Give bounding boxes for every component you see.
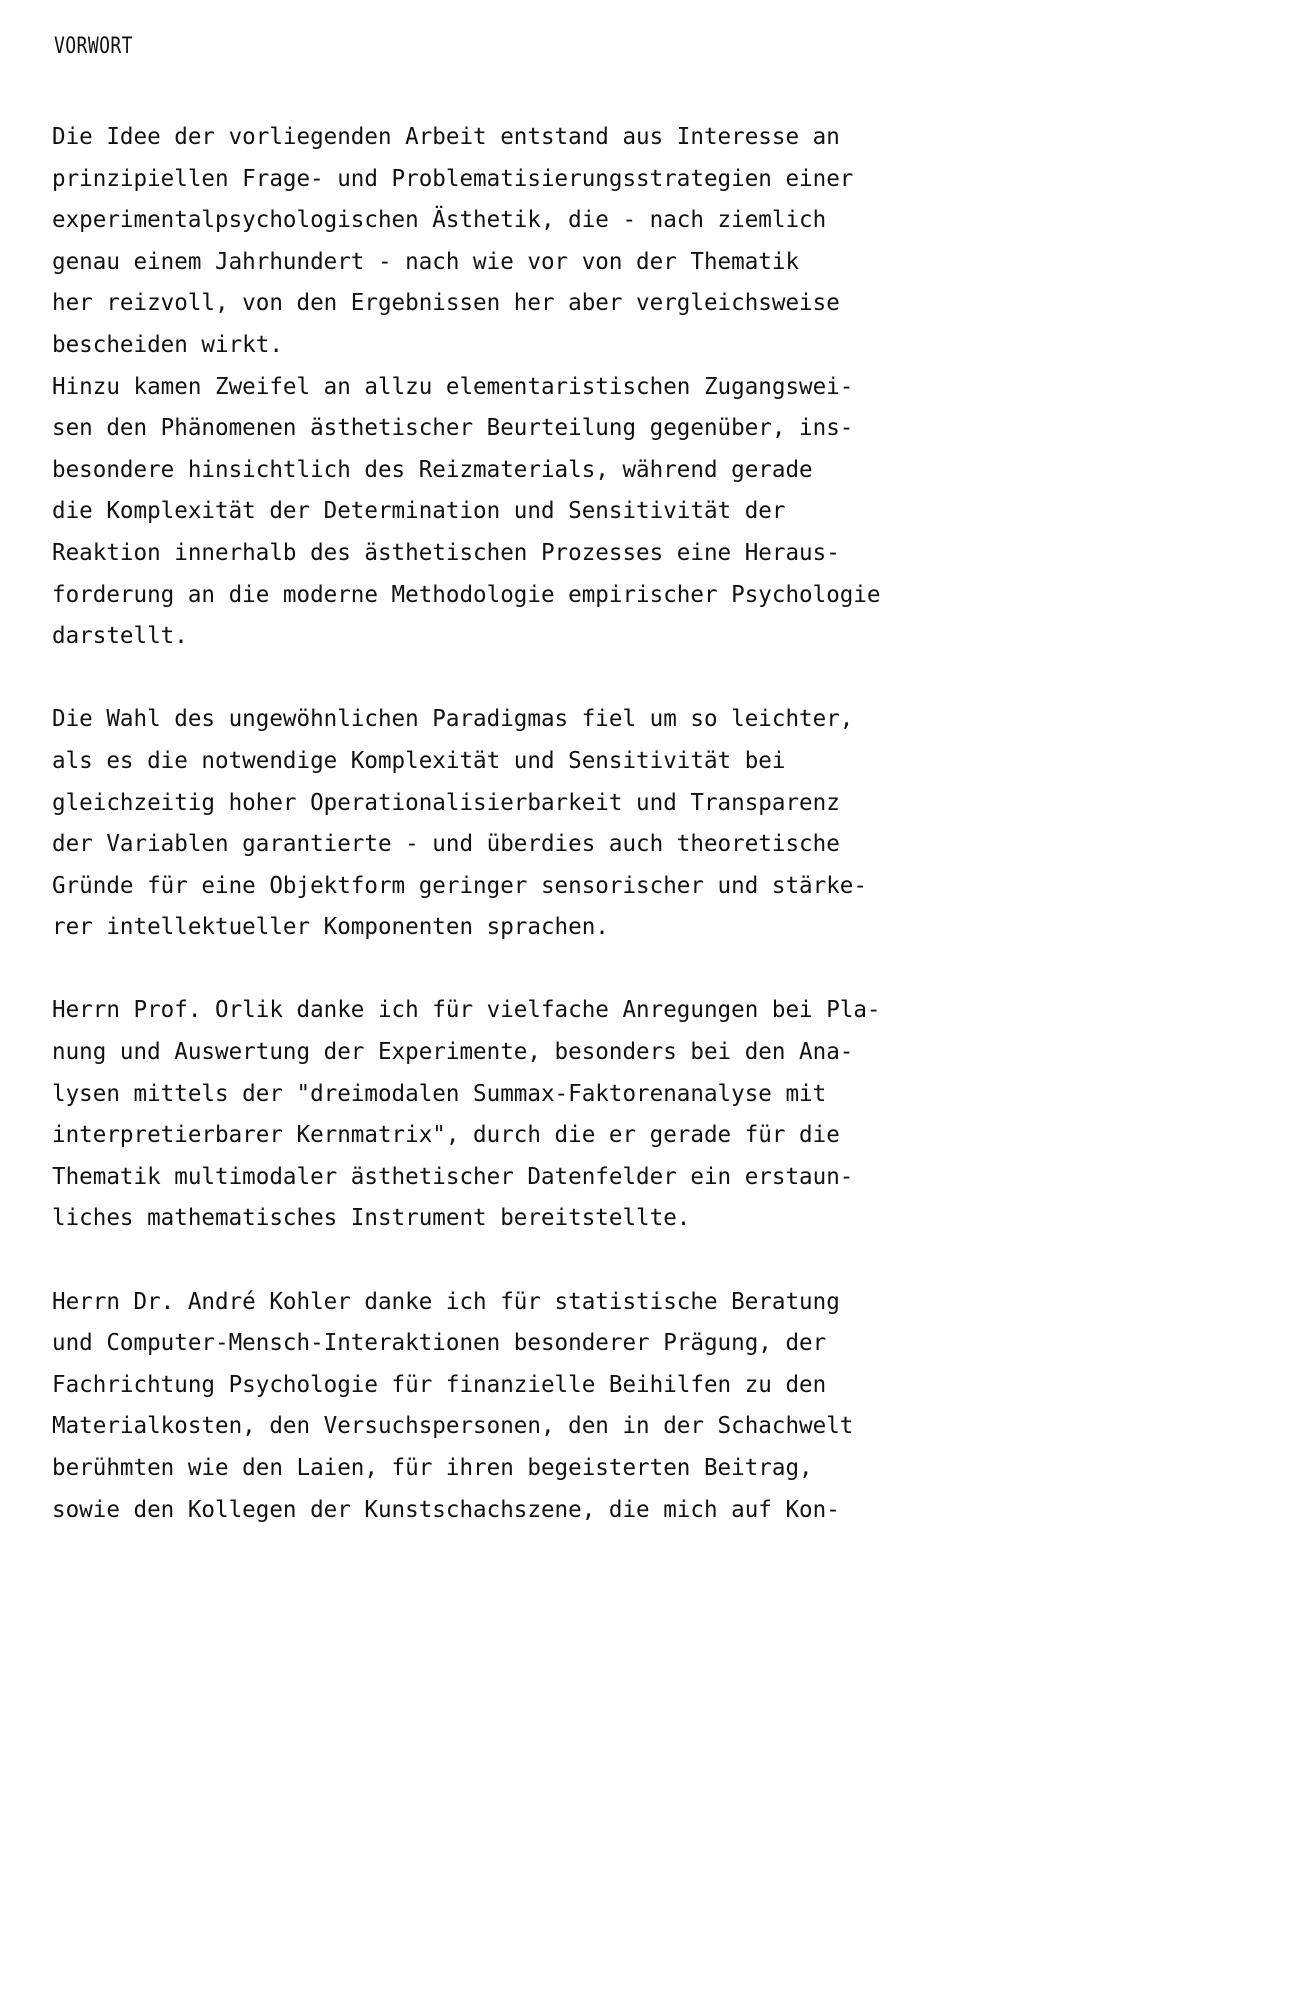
paragraph-acknowledgment-orlik bbox=[52, 989, 1252, 1239]
text-line: Fachrichtung Psychologie für finanzielle Beihilfen zu den bbox=[52, 1369, 827, 1398]
text-line: Die Wahl des ungewöhnlichen Paradigmas fiel um so leichter, bbox=[52, 704, 854, 733]
text-line: sowie den Kollegen der Kunstschachszene, die mich auf Kon- bbox=[52, 1494, 840, 1523]
text-line: sen den Phänomenen ästhetischer Beurteilung gegenüber, ins- bbox=[52, 413, 854, 442]
paragraph-acknowledgment-kohler bbox=[52, 1281, 1252, 1531]
page-title: VORWORT bbox=[54, 34, 133, 59]
text-line: gleichzeitig hoher Operationalisierbarkeit und Transparenz bbox=[52, 787, 840, 816]
text-line: als es die notwendige Komplexität und Sensitivität bei bbox=[52, 745, 786, 774]
text-line: prinzipiellen Frage- und Problematisierungsstrategien einer bbox=[52, 163, 854, 192]
text-line: forderung an die moderne Methodologie empirischer Psychologie bbox=[52, 579, 881, 608]
text-line: berühmten wie den Laien, für ihren begeisterten Beitrag, bbox=[52, 1453, 813, 1481]
paragraph-paradigm bbox=[52, 698, 1252, 948]
text-line: besondere hinsichtlich des Reizmaterials, während gerade bbox=[52, 454, 813, 483]
text-line: liches mathematisches Instrument bereitstellte. bbox=[52, 1203, 691, 1232]
text-line: Reaktion innerhalb des ästhetischen Prozesses eine Heraus- bbox=[52, 537, 840, 566]
text-line: genau einem Jahrhundert - nach wie vor von der Thematik bbox=[52, 246, 800, 275]
paragraph-spacer bbox=[52, 948, 1252, 990]
paragraph-intro bbox=[52, 116, 1252, 657]
text-line: und Computer-Mensch-Interaktionen besonderer Prägung, der bbox=[52, 1328, 827, 1357]
text-line: der Variablen garantierte - und überdies auch theoretische bbox=[52, 829, 840, 858]
text-line: experimentalpsychologischen Ästhetik, die - nach ziemlich bbox=[52, 205, 827, 234]
text-line: die Komplexität der Determination und Sensitivität der bbox=[52, 496, 786, 525]
text-line: darstellt. bbox=[52, 621, 188, 650]
text-line: interpretierbarer Kernmatrix", durch die er gerade für die bbox=[52, 1120, 840, 1149]
paragraph-spacer bbox=[52, 657, 1252, 699]
text-line: nung und Auswertung der Experimente, besonders bei den Ana- bbox=[52, 1037, 854, 1066]
text-line: Die Idee der vorliegenden Arbeit entstand aus Interesse an bbox=[52, 122, 840, 150]
text-line: bescheiden wirkt. bbox=[52, 329, 283, 358]
text-line: Materialkosten, den Versuchspersonen, den in der Schachwelt bbox=[52, 1411, 854, 1440]
paragraph-spacer bbox=[52, 1239, 1252, 1281]
text-line: Hinzu kamen Zweifel an allzu elementaristischen Zugangswei- bbox=[52, 371, 854, 400]
text-line: lysen mittels der "dreimodalen Summax-Faktorenanalyse mit bbox=[52, 1078, 827, 1107]
text-line: her reizvoll, von den Ergebnissen her aber vergleichsweise bbox=[52, 288, 840, 317]
text-line: Thematik multimodaler ästhetischer Datenfelder ein erstaun- bbox=[52, 1161, 854, 1190]
text-line: Herrn Prof. Orlik danke ich für vielfache Anregungen bei Pla- bbox=[52, 995, 881, 1024]
text-line: Herrn Dr. André Kohler danke ich für statistische Beratung bbox=[52, 1286, 840, 1315]
text-line: rer intellektueller Komponenten sprachen. bbox=[52, 912, 609, 941]
text-line: Gründe für eine Objektform geringer sensorischer und stärke- bbox=[52, 870, 867, 899]
document-body bbox=[52, 116, 1252, 1530]
